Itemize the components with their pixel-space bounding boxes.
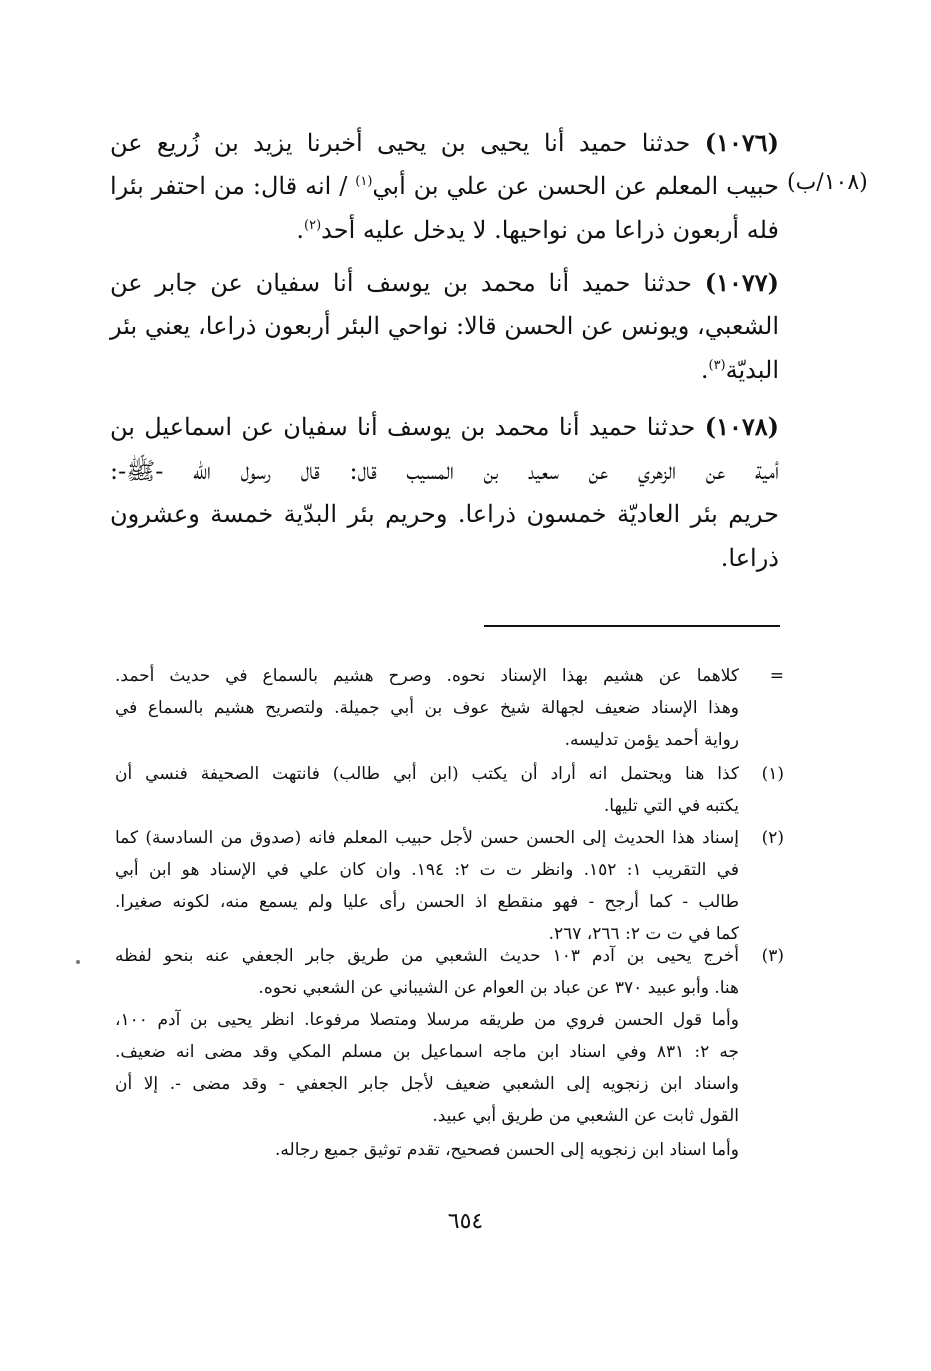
page-number: ٦٥٤ (447, 1209, 484, 1234)
hadith-1078-line-2: أمية عن الزهري عن سعيد بن المسيب قال: قال رسول الله -ﷺ-: (110, 457, 779, 485)
hadith-1076-line-1 (110, 128, 779, 157)
footnote-ref: (٢) (304, 218, 322, 233)
hadith-1078-line-4: ذراعا. (720, 544, 779, 572)
footnote-ref: (١) (355, 174, 373, 189)
hadith-1077-line-2: الشعبي، ويونس عن الحسن قالا: نواحي البئر أربعون ذراعا، يعني بئر (110, 312, 779, 340)
hadith-text: / انه قال: من احتفر بئرا (110, 172, 356, 200)
footnote-ref: (٣) (708, 358, 726, 373)
hadith-1078-line-1 (110, 412, 779, 441)
hadith-1077-line-1 (110, 268, 779, 297)
footnote-line: كذا هنا ويحتمل انه أراد أن يكتب (ابن أبي طالب) فانتهت الصحيفة فنسي أن (115, 764, 739, 784)
period: . (296, 216, 305, 244)
footnote-line: وأما اسناد ابن زنجويه إلى الحسن فصحيح، تقدم توثيق جميع رجاله. (275, 1140, 739, 1160)
scan-speck (76, 960, 80, 964)
footnote-line: كما في ت ت ٢: ٢٦٦، ٢٦٧. (548, 924, 739, 944)
footnote-line: كلاهما عن هشيم بهذا الإسناد نحوه. وصرح هشيم بالسماع في حديث أحمد. (115, 666, 739, 686)
footnote-line: هنا. وأبو عبيد ٣٧٠ عن عباد بن العوام عن الشيباني عن الشعبي نحوه. (258, 978, 739, 998)
footnote-line: واسناد ابن زنجويه إلى الشعبي ضعيف لأجل جابر الجعفي - وقد مضى -. إلا أن (115, 1074, 739, 1094)
hadith-text: حبيب المعلم عن الحسن عن علي بن أبي (372, 172, 780, 200)
footnote-continuation-mark: = (769, 666, 784, 686)
hadith-number: (١٠٧٧) (704, 268, 779, 297)
footnote-line: في التقريب ١: ١٥٢. وانظر ت ت ٢: ١٩٤. وان كان علي في الإسناد هو ابن أبي (115, 860, 740, 880)
footnote-line: يكتبه في التي تليها. (603, 796, 739, 816)
footnote-3-mark: (٣) (761, 946, 784, 966)
footnote-line: وأما قول الحسن فروي من طريقه مرسلا ومتصلا مرفوعا. انظر يحيى بن آدم ١٠٠، (115, 1010, 739, 1030)
footnote-separator (484, 625, 780, 627)
hadith-text: حدثنا حميد أنا محمد بن يوسف أنا سفيان عن اسماعيل بن (110, 413, 705, 441)
footnote-line: وهذا الإسناد ضعيف لجهالة شيخ عوف بن أبي جميلة. ولتصريح هشيم بالسماع في (115, 698, 739, 718)
hadith-number: (١٠٧٦) (704, 128, 779, 157)
footnote-line: طالب - كما أرجح - فهو منقطع اذ الحسن رأى عليا ولم يسمع منه، لكونه صغيرا. (115, 892, 739, 912)
period: . (700, 356, 709, 384)
hadith-text: حدثنا حميد أنا محمد بن يوسف أنا سفيان عن جابر عن (110, 269, 705, 297)
manuscript-folio-ref: (١٠٨/ب) (787, 170, 868, 195)
hadith-text: فله أربعون ذراعا من نواحيها. لا يدخل عليه أحد (321, 216, 779, 244)
footnote-line: جه ٢: ٨٣١ وفي اسناد ابن ماجه اسماعيل بن مسلم المكي وقد مضى انه ضعيف. (115, 1042, 739, 1062)
hadith-1076-line-2 (110, 172, 779, 200)
footnote-line: القول ثابت عن الشعبي من طريق أبي عبيد. (432, 1106, 739, 1126)
hadith-1078-line-3: حريم بئر العاديّة خمسون ذراعا. وحريم بئر البدّية خمسة وعشرون (110, 500, 779, 528)
footnote-1-mark: (١) (761, 764, 784, 784)
hadith-text: البديّة (725, 356, 779, 384)
footnote-line: رواية أحمد يؤمن تدليسه. (564, 730, 739, 750)
hadith-number: (١٠٧٨) (704, 412, 779, 441)
footnote-2-mark: (٢) (761, 828, 784, 848)
footnote-line: إسناد هذا الحديث إلى الحسن حسن لأجل حبيب المعلم فانه (صدوق من السادسة) كما (115, 828, 740, 848)
hadith-text: حدثنا حميد أنا يحيى بن يحيى أخبرنا يزيد بن زُريع عن (110, 129, 705, 157)
footnote-line: أخرج يحيى بن آدم ١٠٣ حديث الشعبي من طريق جابر الجعفي عنه بنحو لفظه (115, 946, 739, 966)
hadith-1077-line-3 (701, 356, 779, 384)
hadith-1076-line-3 (296, 216, 779, 244)
